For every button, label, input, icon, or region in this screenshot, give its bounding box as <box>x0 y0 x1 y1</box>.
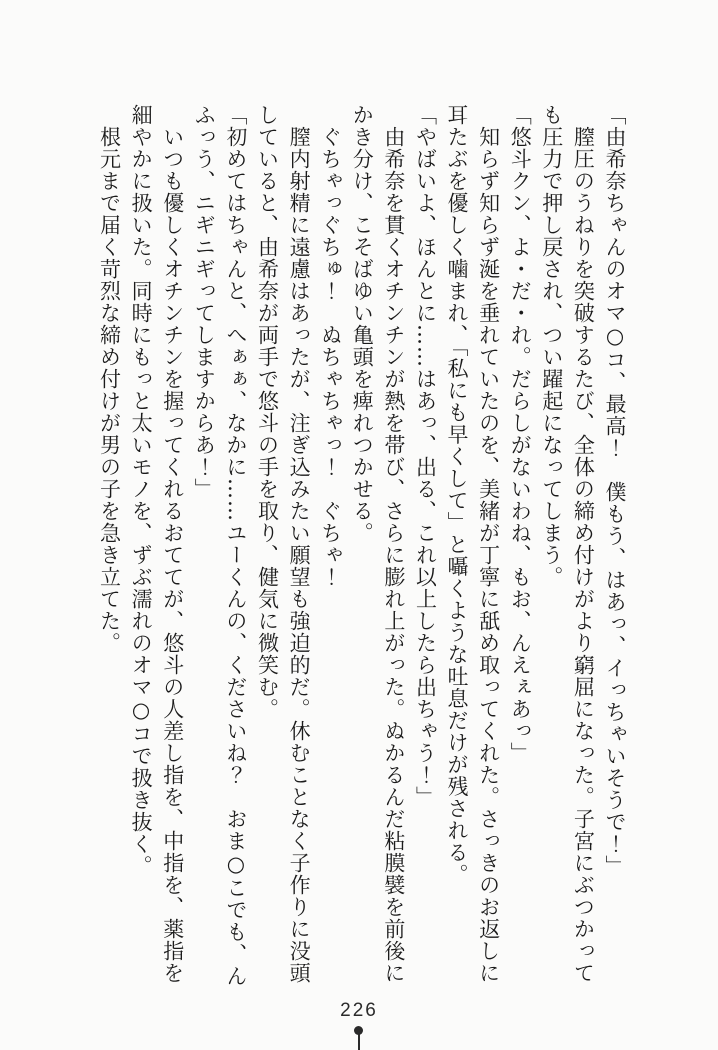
text-line: 「初めてはちゃんと、へぁぁ、なかに……ユーくんの、くださいね？ おま○こでも、ん <box>223 104 248 987</box>
fold-mark-line <box>358 1034 360 1050</box>
text-line: いつも優しくオチンチンを握ってくれるおててが、悠斗の人差し指を、中指を、薬指を <box>160 104 185 984</box>
text-line: していると、由希奈が両手で悠斗の手を取り、健気に微笑む。 <box>255 104 280 720</box>
text-body <box>93 104 630 988</box>
text-line: ぐちゃっぐちゅ！ ぬちゃちゃっ！ ぐちゃ！ <box>318 104 343 588</box>
text-line: も圧力で押し戻され、つい躍起になってしまう。 <box>539 104 564 588</box>
text-line: 「やばいよ、ほんとに……はあっ、出る、これ以上したら出ちゃう！」 <box>413 104 438 808</box>
text-line: 膣内射精に遠慮はあったが、注ぎ込みたい願望も強迫的だ。休むことなく子作りに没頭 <box>287 104 312 984</box>
text-line: 細やかに扱いた。同時にもっと太いモノを、ずぶ濡れのオマ○コで扱き抜く。 <box>129 104 154 877</box>
text-line: 根元まで届く苛烈な締め付けが男の子を急き立てた。 <box>97 104 122 654</box>
text-line: 由希奈を貫くオチンチンが熱を帯び、さらに膨れ上がった。ぬかるんだ粘膜襞を前後に <box>381 104 406 984</box>
text-line: 「由希奈ちゃんのオマ○コ、最高！ 僕もう、はあっ、イっちゃいそうで！」 <box>603 104 627 877</box>
text-line: 「悠斗クン、よ・だ・れ。だらしがないわね、もお、んえぇあっ」 <box>508 104 533 764</box>
text-line: ふっう、ニギニギってしますからあ！」 <box>192 104 217 500</box>
text-line: かき分け、こそばゆい亀頭を痺れつかせる。 <box>350 104 375 544</box>
text-line: 耳たぶを優しく噛まれ、「私にも早くして」と囁くような吐息だけが残される。 <box>445 104 470 886</box>
text-line: 知らず知らず涎を垂れていたのを、美緒が丁寧に舐め取ってくれた。さっきのお返しに <box>476 104 501 984</box>
page-number: 226 <box>340 1000 378 1021</box>
text-line: 膣圧のうねりを突破するたび、全体の締め付けがより窮屈になった。子宮にぶつかって <box>571 104 596 984</box>
